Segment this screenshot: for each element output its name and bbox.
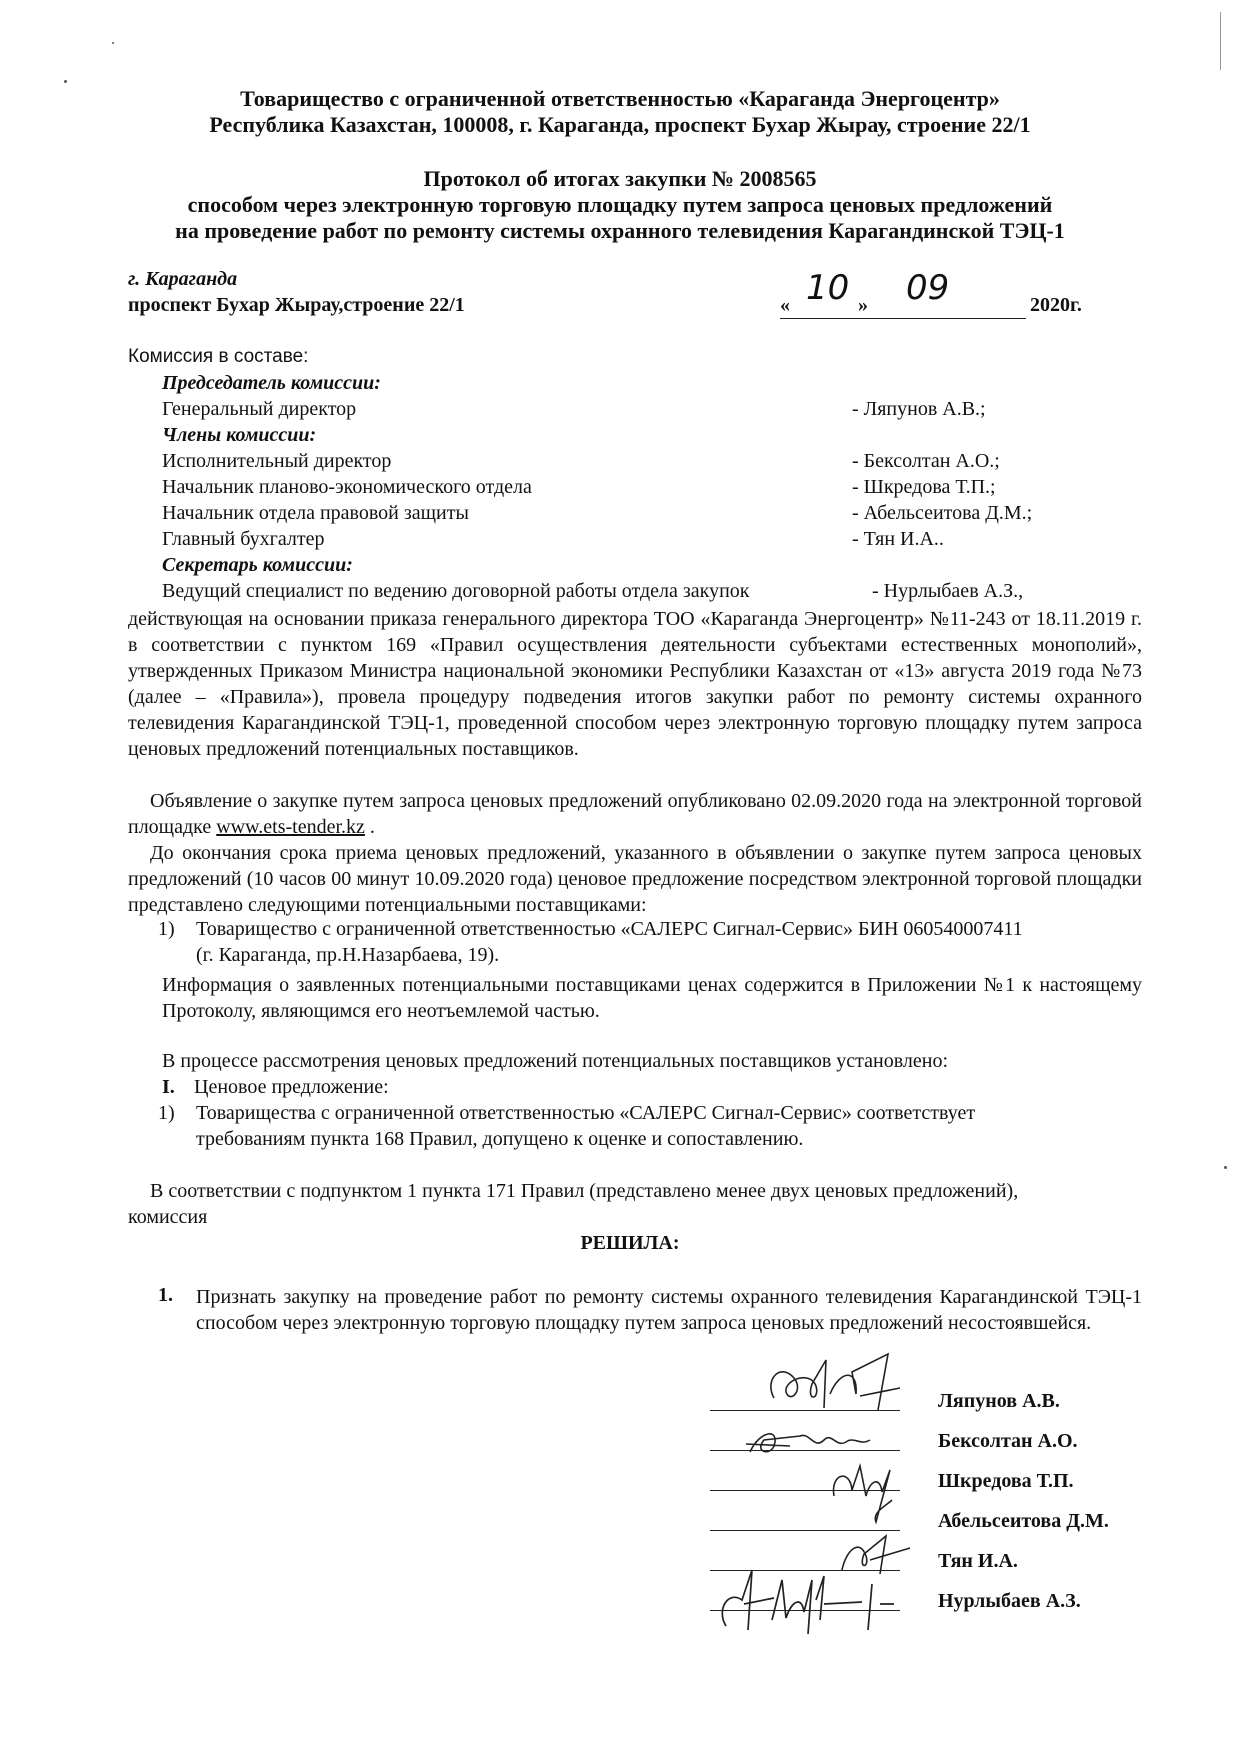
- protocol-title: Протокол об итогах закупки № 2008565: [423, 166, 817, 191]
- scan-speck: [112, 42, 114, 44]
- secretary-role: Ведущий специалист по ведению договорной работы отдела закупок: [162, 580, 750, 602]
- handwritten-signature-icon: [760, 1350, 920, 1420]
- chair-role: Генеральный директор: [162, 398, 357, 420]
- signatory-name: Шкредова Т.П.: [938, 1470, 1074, 1492]
- secretary-heading: Секретарь комиссии:: [162, 554, 353, 576]
- announcement-text: Объявление о закупке путем запроса ценовых предложений опубликовано 02.09.2020 года на электронной торговой площадке: [128, 790, 1142, 838]
- signatory-name: Тян И.А.: [938, 1550, 1018, 1572]
- member-role: Главный бухгалтер: [162, 528, 325, 550]
- commission-intro: Комиссия в составе:: [128, 346, 309, 367]
- org-address: Республика Казахстан, 100008, г. Караганда, проспект Бухар Жырау, строение 22/1: [209, 112, 1031, 137]
- roman-text: Ценовое предложение:: [194, 1076, 389, 1098]
- date-year: 2020г.: [1030, 294, 1082, 316]
- finding-number: 1): [158, 1102, 175, 1124]
- scan-speck: [64, 80, 67, 83]
- roman-number: I.: [162, 1076, 175, 1098]
- member-role: Исполнительный директор: [162, 450, 392, 472]
- member-name: - Абельсеитова Д.М.;: [852, 502, 1033, 524]
- date-underline: [780, 318, 1026, 319]
- members-heading: Члены комиссии:: [162, 424, 317, 446]
- paragraph-review: В процессе рассмотрения ценовых предложений потенциальных поставщиков установлено:: [162, 1050, 948, 1072]
- paragraph-announcement: [128, 788, 1142, 840]
- handwritten-signature-icon: [820, 1456, 910, 1526]
- member-role: Начальник отдела правовой защиты: [162, 502, 469, 524]
- member-name: - Шкредова Т.П.;: [852, 476, 996, 498]
- org-name: Товарищество с ограниченной ответственностью «Караганда Энергоцентр»: [240, 86, 1000, 111]
- decided-heading: РЕШИЛА:: [580, 1232, 680, 1254]
- handwritten-signature-icon: [712, 1560, 912, 1640]
- paragraph-appendix: Информация о заявленных потенциальными поставщиками ценах содержится в Приложении №1 к настоящему Протоколу, являющимся его неотъемлемой частью.: [162, 974, 1142, 1022]
- date-close-quote: »: [858, 294, 868, 316]
- place-street: проспект Бухар Жырау,строение 22/1: [128, 294, 465, 316]
- date-open-quote: «: [780, 294, 790, 316]
- paragraph-deadline: До окончания срока приема ценовых предложений, указанного в объявлении о закупке путем запроса ценовых предложений (10 часов 00 минут 10.09.2020 года) ценовое предложение посредством электронной торговой площадки представлено следующими потенциальными поставщиками:: [128, 842, 1142, 916]
- member-role: Начальник планово-экономического отдела: [162, 476, 532, 498]
- signatory-name: Ляпунов А.В.: [938, 1390, 1060, 1412]
- date-month: 09: [906, 268, 950, 308]
- scan-speck: [1224, 1166, 1227, 1169]
- paragraph-authority: действующая на основании приказа генерального директора ТОО «Караганда Энергоцентр» №11-243 от 18.11.2019 г. в соответствии с пунктом 169 «Правил осуществления деятельности субъектами естественных монополий», утвержденных Приказом Министра национальной экономики Республики Казахстан от «13» августа 2019 года №73 (далее – «Правила»), провела процедуру подведения итогов закупки работ по ремонту системы охранного телевидения Карагандинской ТЭЦ-1, проведенной способом через электронную торговую площадку путем запроса ценовых предложений потенциальных поставщиков.: [128, 608, 1142, 760]
- paragraph-basis-1: В соответствии с подпунктом 1 пункта 171 Правил (представлено менее двух ценовых предложений),: [150, 1180, 1019, 1202]
- secretary-name: - Нурлыбаев А.З.,: [872, 580, 1024, 602]
- chair-name: - Ляпунов А.В.;: [852, 398, 986, 420]
- member-name: - Бексолтан А.О.;: [852, 450, 1000, 472]
- decision-text: Признать закупку на проведение работ по ремонту системы охранного телевидения Карагандинской ТЭЦ-1 способом через электронную торговую площадку путем запроса ценовых предложений несостоявшейся.: [196, 1286, 1142, 1334]
- supplier-line-2: (г. Караганда, пр.Н.Назарбаева, 19).: [196, 944, 500, 966]
- ets-tender-link[interactable]: www.ets-tender.kz: [216, 816, 365, 838]
- place-city: г. Караганда: [128, 268, 238, 290]
- supplier-line-1: Товарищество с ограниченной ответственностью «САЛЕРС Сигнал-Сервис» БИН 060540007411: [196, 918, 1023, 940]
- chair-heading: Председатель комиссии:: [162, 372, 381, 394]
- scan-edge-mark: [1220, 12, 1221, 70]
- finding-line-1: Товарищества с ограниченной ответственностью «САЛЕРС Сигнал-Сервис» соответствует: [196, 1102, 976, 1124]
- date-day: 10: [806, 268, 850, 308]
- decision-number: 1.: [158, 1284, 173, 1306]
- signatory-name: Нурлыбаев А.З.: [938, 1590, 1081, 1612]
- protocol-date: [780, 268, 1028, 320]
- member-name: - Тян И.А..: [852, 528, 944, 550]
- protocol-subtitle-1: способом через электронную торговую площадку путем запроса ценовых предложений: [187, 192, 1053, 217]
- announcement-end: .: [369, 816, 375, 838]
- supplier-number: 1): [158, 918, 175, 940]
- signatory-name: Бексолтан А.О.: [938, 1430, 1078, 1452]
- signatory-name: Абельсеитова Д.М.: [938, 1510, 1109, 1532]
- protocol-subtitle-2: на проведение работ по ремонту системы охранного телевидения Карагандинской ТЭЦ-1: [175, 218, 1065, 243]
- finding-line-2: требованиям пункта 168 Правил, допущено к оценке и сопоставлению.: [196, 1128, 804, 1150]
- paragraph-basis-2: комиссия: [128, 1206, 208, 1228]
